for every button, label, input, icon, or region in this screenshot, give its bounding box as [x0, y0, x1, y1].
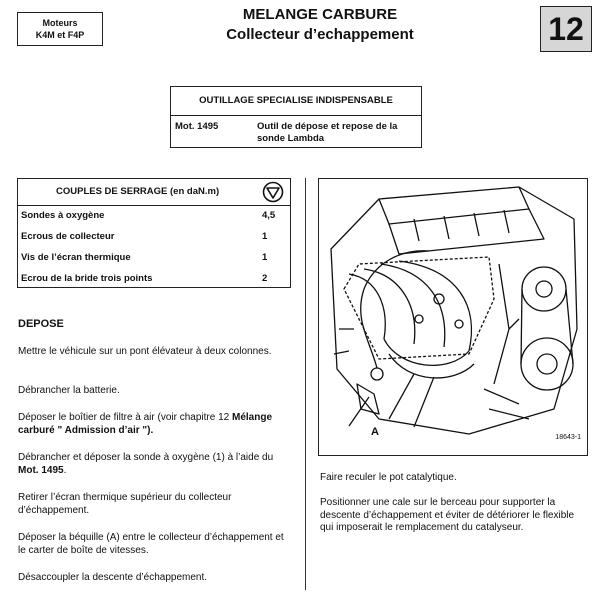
instruction-paragraph: Faire reculer le pot catalytique.: [320, 472, 457, 483]
instruction-text: Déposer le boîtier de filtre à air (voir chapitre 12: [18, 412, 232, 423]
torque-row: [18, 248, 290, 269]
instruction-paragraph: Débrancher la batterie.: [18, 385, 120, 396]
special-tools-row: [171, 116, 421, 148]
torque-row: [18, 269, 290, 290]
torque-value: 1: [262, 252, 268, 263]
engine-label: Moteurs: [42, 18, 78, 28]
figure-reference: 18643-1: [555, 434, 581, 441]
chapter-number: 12: [540, 6, 592, 52]
figure-label-a: A: [371, 426, 379, 438]
instruction-paragraph: Désaccoupler la descente d’échappement.: [18, 572, 208, 583]
torque-label: Ecrou de la bride trois points: [21, 273, 153, 284]
instruction-text: .: [63, 464, 67, 476]
tool-description: Outil de dépose et repose de la sonde Lambda: [257, 121, 398, 144]
column-divider: [305, 178, 306, 590]
torque-title: COUPLES DE SERRAGE (en daN.m): [56, 186, 220, 197]
engine-drawing: [319, 179, 587, 455]
torque-value: 2: [262, 273, 268, 284]
torque-label: Vis de l’écran thermique: [21, 252, 131, 263]
instruction-paragraph: [18, 452, 288, 477]
torque-wrench-icon: [262, 181, 284, 203]
tool-reference: Mot. 1495: [18, 464, 64, 476]
section-title: MELANGE CARBURE: [242, 6, 398, 23]
engine-figure: [318, 178, 588, 456]
torque-value: 1: [262, 231, 268, 242]
page-title: [170, 6, 470, 43]
depose-heading: DEPOSE: [18, 318, 64, 330]
chapter-reference: Mélange carburé " Admission d’air ").: [18, 412, 273, 436]
torque-header: [18, 179, 290, 206]
torque-table: [17, 178, 291, 288]
special-tools-table: [170, 86, 422, 148]
torque-label: Sondes à oxygène: [21, 210, 105, 221]
instruction-paragraph: [18, 412, 288, 437]
engine-model-box: [17, 12, 103, 46]
instruction-paragraph: Positionner une cale sur le berceau pour supporter la descente d’échappement et éviter de détériorer le flexible qui imposerait le remplacement du catalyseur.: [320, 497, 575, 533]
torque-row: [18, 227, 290, 248]
engine-models: K4M et F4P: [35, 30, 85, 40]
instruction-text: Débrancher et déposer la sonde à oxygène (1) à l’aide du: [18, 452, 274, 463]
instruction-paragraph: Retirer l’écran thermique supérieur du collecteur d’échappement.: [18, 492, 232, 516]
subsection-title: Collecteur d’echappement: [226, 26, 414, 43]
tool-code: Mot. 1495: [175, 121, 219, 132]
torque-row: [18, 206, 290, 227]
torque-label: Ecrous de collecteur: [21, 231, 115, 242]
special-tools-header: OUTILLAGE SPECIALISE INDISPENSABLE: [171, 87, 421, 116]
instruction-paragraph: Déposer la béquille (A) entre le collecteur d’échappement et le carter de boîte de vitesses.: [18, 532, 284, 556]
torque-value: 4,5: [262, 210, 276, 221]
instruction-paragraph: Mettre le véhicule sur un pont élévateur à deux colonnes.: [18, 346, 272, 357]
